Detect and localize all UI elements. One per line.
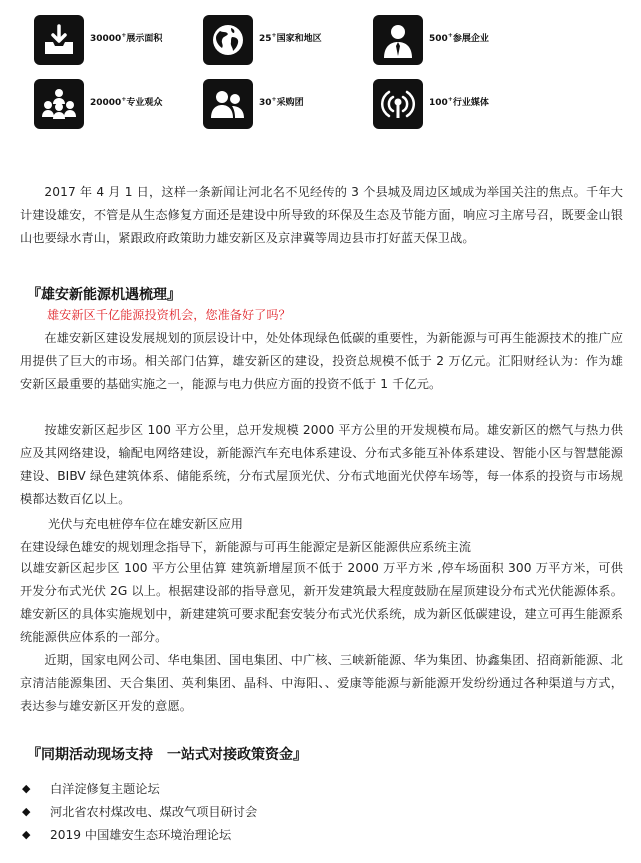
body-line: 在建设绿色雄安的规划理念指导下，新能源与可再生能源定是新区能源供应系统主流 — [20, 540, 471, 554]
section-heading-opportunities: 『雄安新能源机遇梳理』 — [27, 287, 181, 303]
stat-number: 30000 — [90, 34, 122, 44]
body-paragraph: 以雄安新区起步区 100 平方公里估算 建筑新增屋顶不低于 2000 万平方米 ,停车场面积 300 万平方米，可供开发分布式光伏 2G 以上。根据建设部的指导意见，新开发建筑最大程度鼓励在屋顶建设分布式光伏能源体系。雄安新区的具体实施规划中，新建建筑可要求配套安装分布式光伏系统，成为新区低碳建设，建立可再生能源系统能源供应体系的一部分。 — [20, 561, 623, 644]
globe-icon — [203, 15, 253, 65]
businessman-icon — [373, 15, 423, 65]
list-item: ◆ 白洋淀修复主题论坛 — [22, 782, 160, 796]
stat-label: 展示面积 — [126, 34, 163, 44]
body-paragraph: 在雄安新区建设发展规划的顶层设计中，处处体现绿色低碳的重要性，为新能源与可再生能源技术的推广应用提供了巨大的市场。相关部门估算，雄安新区的建设，投资总规模不低于 2 万亿元。汇阳财经认为：作为雄安新区最重要的基础实施之一，能源与电力供应方面的投资不低于 1 千亿元。 — [20, 331, 623, 391]
body-paragraph: 近期，国家电网公司、华电集团、国电集团、中广核、三峡新能源、华为集团、协鑫集团、招商新能源、北京清洁能源集团、天合集团、英利集团、晶科、中海阳、、爱康等能源与新能源开发纷纷通过各种渠道与方式，表达参与雄安新区开发的意愿。 — [20, 653, 623, 713]
list-item: ◆ 2019 中国雄安生态环境治理论坛 — [22, 828, 232, 842]
event-list — [22, 777, 257, 846]
body-subheading: 光伏与充电桩停车位在雄安新区应用 — [48, 517, 243, 531]
buyer-group-icon — [203, 79, 253, 129]
tray-download-icon — [34, 15, 84, 65]
body-paragraph: 按雄安新区起步区 100 平方公里，总开发规模 2000 平方公里的开发规模布局。雄安新区的燃气与热力供应及其网络建设，输配电网络建设，新能源汽车充电体系建设、分布式多能互补体系建设、智能小区与智慧能源建设、BIBV 绿色建筑体系、储能系统，分布式屋顶光伏、分布式地面光伏停车场等，每一体系的投资与市场规模都达数百亿以上。 — [20, 423, 623, 506]
diamond-bullet-icon: ◆ — [22, 828, 31, 841]
highlight-subtitle: 雄安新区千亿能源投资机会，您准备好了吗？ — [47, 308, 291, 322]
section-heading-events: 『同期活动现场支持 一站式对接政策资金』 — [27, 747, 307, 763]
audience-group-icon — [34, 79, 84, 129]
stats-grid: 30000+展示面积 25+国家和地区 500+参展企业 20000+专业观众 30+采购团 100+行业媒体 — [0, 0, 641, 150]
intro-paragraph: 2017 年 4 月 1 日，这样一条新闻让河北名不见经传的 3 个县城及周边区域成为举国关注的焦点。千年大计建设雄安，不管是从生态修复方面还是建设中所导致的环保及生态及节能方面，响应习主席号召，既要金山银山也要绿水青山，紧跟政府政策助力雄安新区及京津冀等周边县市打好蓝天保卫战。 — [20, 185, 623, 245]
diamond-bullet-icon: ◆ — [22, 805, 31, 818]
list-item: ◆ 河北省农村煤改电、煤改气项目研讨会 — [22, 805, 258, 819]
diamond-bullet-icon: ◆ — [22, 782, 31, 795]
broadcast-icon — [373, 79, 423, 129]
